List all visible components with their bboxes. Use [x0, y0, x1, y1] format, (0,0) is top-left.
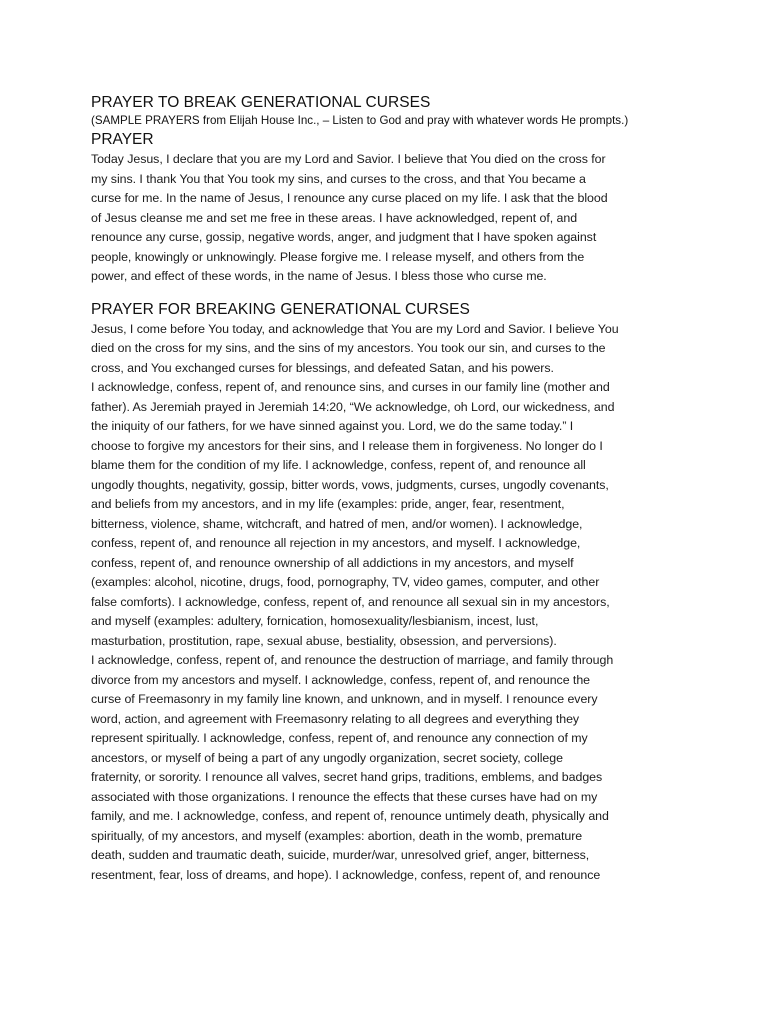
section2-line: false comforts). I acknowledge, confess, repent of, and renounce all sexual sin in my ancestors,	[91, 594, 610, 609]
section2-line: fraternity, or sorority. I renounce all valves, secret hand grips, traditions, emblems, and badges	[91, 770, 603, 784]
section1-heading: PRAYER	[91, 131, 154, 148]
section1-line: my sins. I thank You that You took my sins, and curses to the cross, and that You became a	[91, 171, 586, 186]
section2-line: (examples: alcohol, nicotine, drugs, food, pornography, TV, video games, computer, and other	[91, 575, 600, 589]
section2-line: masturbation, prostitution, rape, sexual abuse, bestiality, obsession, and perversions).	[91, 633, 557, 648]
section2-line: and beliefs from my ancestors, and in my life (examples: pride, anger, fear, resentment,	[91, 497, 565, 511]
section2-line: spiritually, of my ancestors, and myself (examples: abortion, death in the womb, premature	[91, 828, 583, 843]
section1-line: renounce any curse, gossip, negative words, anger, and judgment that I have spoken against	[91, 230, 597, 244]
section2-line: associated with those organizations. I renounce the effects that these curses have had on my	[91, 789, 598, 804]
section2-line: curse of Freemasonry in my family line known, and unknown, and in myself. I renounce every	[91, 692, 598, 706]
section1-line: power, and effect of these words, in the name of Jesus. I bless those who curse me.	[91, 269, 547, 283]
section2-line: blame them for the condition of my life. I acknowledge, confess, repent of, and renounce all	[91, 458, 586, 472]
document-body	[91, 93, 691, 885]
section2-line: father). As Jeremiah prayed in Jeremiah 14:20, “We acknowledge, oh Lord, our wickedness, and	[91, 399, 615, 414]
section2-line: confess, repent of, and renounce ownership of all addictions in my ancestors, and myself	[91, 555, 574, 570]
section1-line: of Jesus cleanse me and set me free in these areas. I have acknowledged, repent of, and	[91, 210, 578, 225]
section1-line: people, knowingly or unknowingly. Please forgive me. I release myself, and others from the	[91, 249, 585, 264]
section1-line: curse for me. In the name of Jesus, I renounce any curse placed on my life. I ask that the blood	[91, 191, 608, 205]
section1-paragraph	[91, 150, 691, 287]
section-gap	[91, 287, 691, 300]
section2-line: represent spiritually. I acknowledge, confess, repent of, and renounce any connection of my	[91, 731, 588, 745]
section2-line: confess, repent of, and renounce all rejection in my ancestors, and myself. I acknowledge,	[91, 536, 581, 550]
section1-line: Today Jesus, I declare that you are my Lord and Savior. I believe that You died on the cross for	[91, 152, 606, 166]
section2-line: ungodly thoughts, negativity, gossip, bitter words, vows, judgments, curses, ungodly covenants,	[91, 477, 609, 492]
section2-line: died on the cross for my sins, and the sins of my ancestors. You took our sin, and curses to the	[91, 341, 606, 355]
section2-line: and myself (examples: adultery, fornication, homosexuality/lesbianism, incest, lust,	[91, 614, 539, 628]
section2-line: cross, and You exchanged curses for blessings, and defeated Satan, and his powers.	[91, 360, 554, 375]
section2-line: ancestors, or myself of being a part of any ungodly organization, secret society, college	[91, 750, 563, 765]
section2-line: I acknowledge, confess, repent of, and renounce sins, and curses in our family line (mother and	[91, 380, 610, 394]
section2-line: I acknowledge, confess, repent of, and renounce the destruction of marriage, and family through	[91, 653, 614, 667]
section2-line: death, sudden and traumatic death, suicide, murder/war, unresolved grief, anger, bitterness,	[91, 848, 590, 862]
section2-line: family, and me. I acknowledge, confess, and repent of, renounce untimely death, physically and	[91, 809, 609, 823]
section1-subtitle: (SAMPLE PRAYERS from Elijah House Inc., – Listen to God and pray with whatever words He prompts.)	[91, 114, 629, 127]
section2-line: choose to forgive my ancestors for their sins, and I release them in forgiveness. No longer do I	[91, 438, 603, 453]
section2-line: divorce from my ancestors and myself. I acknowledge, confess, repent of, and renounce the	[91, 672, 591, 687]
section2-line: resentment, fear, loss of dreams, and hope). I acknowledge, confess, repent of, and renounce	[91, 867, 601, 882]
section2-line: bitterness, violence, shame, witchcraft, and hatred of men, and/or women). I acknowledge,	[91, 516, 583, 531]
section2-paragraph	[91, 320, 691, 886]
section2-line: the iniquity of our fathers, for we have sinned against you. Lord, we do the same today.” I	[91, 419, 574, 433]
section1-title: PRAYER TO BREAK GENERATIONAL CURSES	[91, 94, 431, 111]
section2-line: Jesus, I come before You today, and acknowledge that You are my Lord and Savior. I believe You	[91, 321, 619, 336]
section2-line: word, action, and agreement with Freemasonry relating to all degrees and everything they	[91, 711, 580, 726]
section2-title: PRAYER FOR BREAKING GENERATIONAL CURSES	[91, 300, 470, 318]
